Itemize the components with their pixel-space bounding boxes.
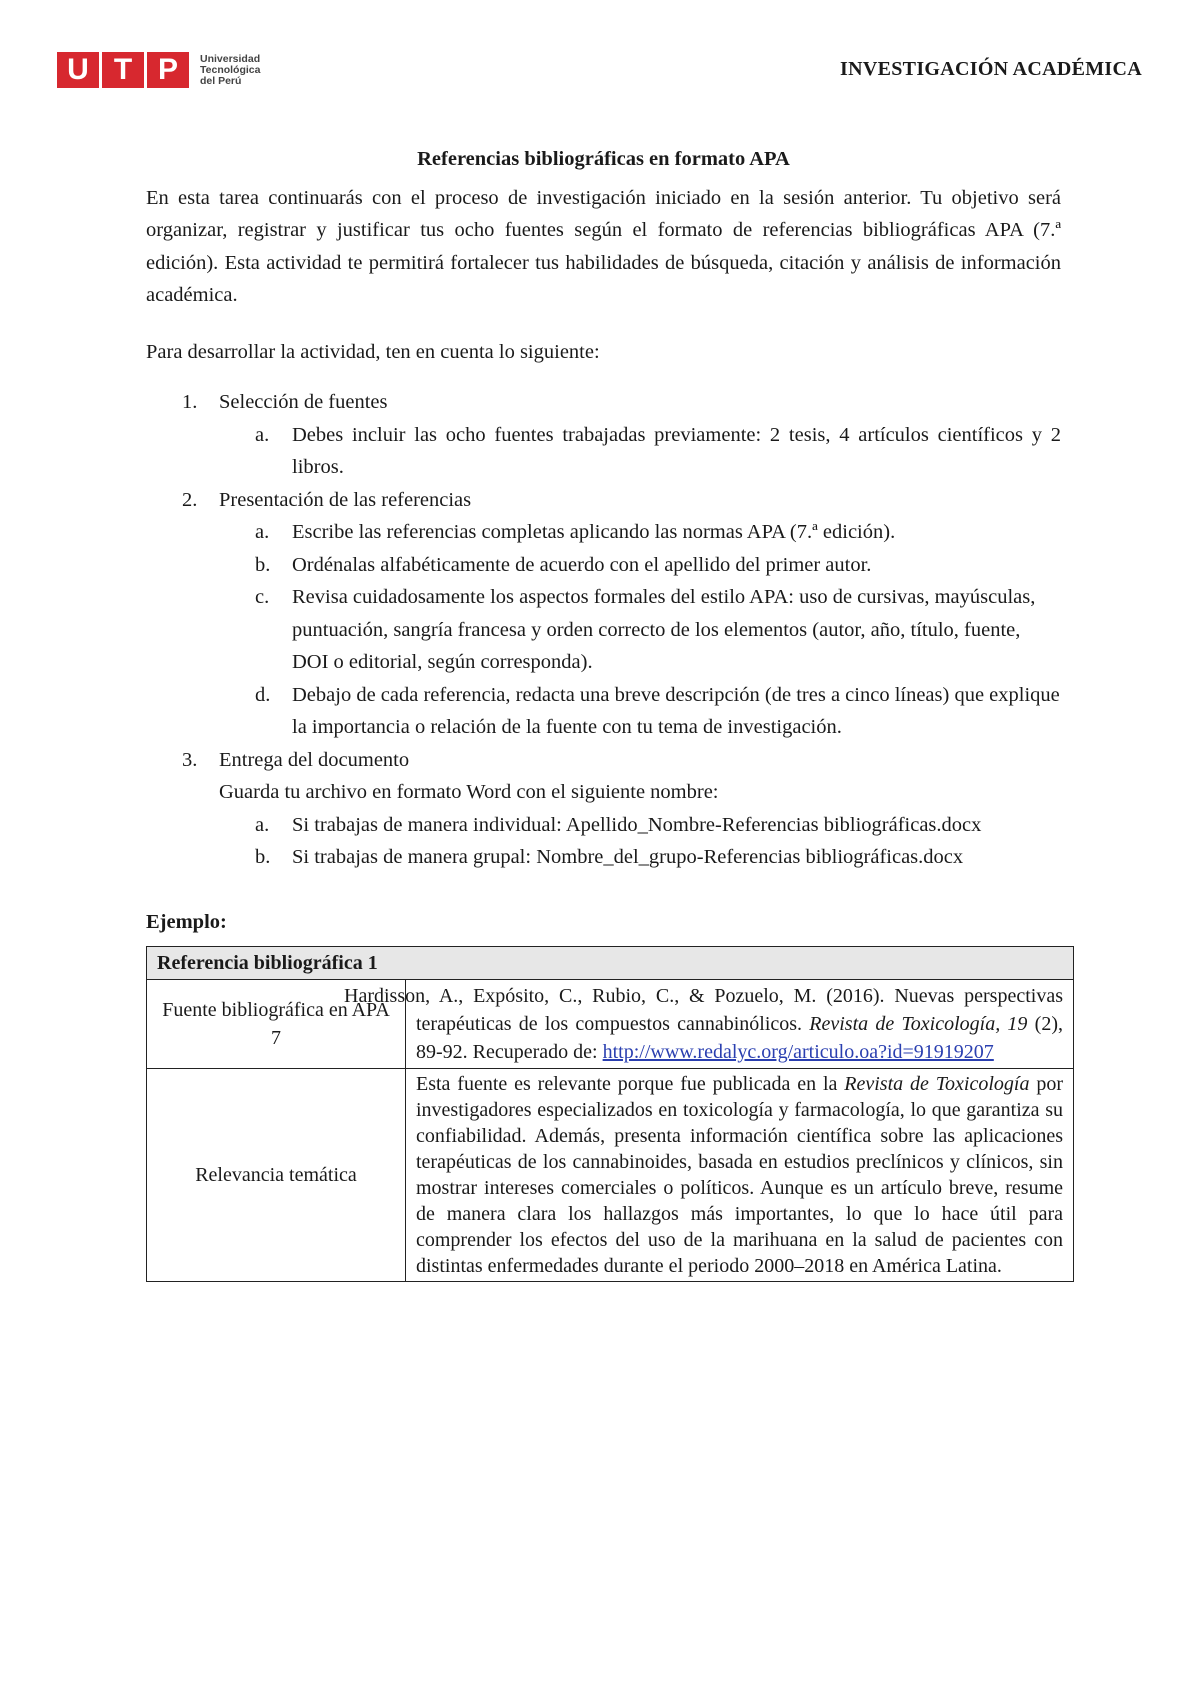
substeps-list xyxy=(219,516,1061,744)
substep-text: Debajo de cada referencia, redacta una breve descripción (de tres a cinco líneas) que explique la importancia o relación de la fuente con tu tema de investigación. xyxy=(292,683,1060,738)
relevance-text: por investigadores especializados en toxicología y farmacología, lo que garantiza su confiabilidad. Además, presenta información científica sobre las aplicaciones terapéuticas de los cannabinoides, basada en estudios preclínicos y clínicos, sin mostrar intereses comerciales o políticos. Aunque es un artículo breve, resume de manera clara los hallazgos más importantes, lo que lo hace útil para comprender los efectos del uso de la marihuana en la salud de pacientes con distintas enfermedades durante el periodo 2000–2018 en América Latina. xyxy=(416,1073,1063,1277)
substep-text: Debes incluir las ocho fuentes trabajadas previamente: 2 tesis, 4 artículos científicos y 2 libros. xyxy=(292,423,1061,478)
logo-text-line: Universidad xyxy=(200,52,261,65)
step-item xyxy=(146,386,1061,484)
substeps-list xyxy=(219,419,1061,484)
substep-item xyxy=(219,581,1061,679)
row-label-relevance: Relevancia temática xyxy=(147,1069,406,1282)
step-number: 2. xyxy=(182,488,198,511)
relevance-cell xyxy=(406,1069,1074,1282)
substep-text: Ordénalas alfabéticamente de acuerdo con el apellido del primer autor. xyxy=(292,553,872,576)
substep-item xyxy=(219,679,1061,744)
logo-letter-p: P xyxy=(147,52,189,88)
table-row xyxy=(147,1069,1074,1282)
substep-item xyxy=(219,841,1061,874)
logo-letters xyxy=(57,52,192,88)
step-item xyxy=(146,744,1061,874)
logo-letter-t: T xyxy=(102,52,144,88)
row-label-source: Fuente bibliográfica en APA 7 xyxy=(147,980,406,1069)
substep-item xyxy=(219,516,1061,549)
substep-text: Escribe las referencias completas aplicando las normas APA (7.ª edición). xyxy=(292,521,896,543)
relevance-text: Esta fuente es relevante porque fue publicada en la xyxy=(416,1073,845,1095)
lead-paragraph: Para desarrollar la actividad, ten en cuenta lo siguiente: xyxy=(146,340,600,363)
step-title: Entrega del documento xyxy=(219,748,410,771)
step-number: 3. xyxy=(182,748,198,771)
document-title: Referencias bibliográficas en formato APA xyxy=(417,148,790,170)
substep-text: Si trabajas de manera individual: Apellido_Nombre-Referencias bibliográficas.docx xyxy=(292,813,982,836)
substep-item xyxy=(219,809,1061,842)
step-note: Guarda tu archivo en formato Word con el siguiente nombre: xyxy=(219,781,719,803)
reference-text: (2), 89-92. Recuperado de: xyxy=(416,1013,1063,1063)
section-title: INVESTIGACIÓN ACADÉMICA xyxy=(840,58,1142,80)
logo-wordmark xyxy=(200,54,260,87)
substeps-list xyxy=(219,809,1061,874)
step-title: Presentación de las referencias xyxy=(219,488,472,511)
step-item xyxy=(146,484,1061,744)
step-title: Selección de fuentes xyxy=(219,391,388,413)
table-row xyxy=(147,980,1074,1069)
logo-letter-u: U xyxy=(57,52,99,88)
reference-table xyxy=(146,946,1074,1282)
reference-text: Hardisson, A., Expósito, C., Rubio, C., & Pozuelo, M. (2016). Nuevas perspectivas terapéuticas de los compuestos cannabinólicos. xyxy=(344,985,1063,1035)
step-number: 1. xyxy=(182,391,198,413)
substep-letter: a. xyxy=(255,423,270,446)
example-label: Ejemplo: xyxy=(146,910,227,933)
reference-cell xyxy=(344,980,1074,1069)
substep-letter: a. xyxy=(255,521,270,543)
substep-letter: b. xyxy=(255,553,271,576)
journal-name: Revista de Toxicología xyxy=(844,1073,1030,1095)
table-header: Referencia bibliográfica 1 xyxy=(147,947,1074,980)
reference-link[interactable]: http://www.redalyc.org/articulo.oa?id=91919207 xyxy=(602,1041,994,1063)
substep-item xyxy=(219,549,1061,582)
substep-item xyxy=(219,419,1061,484)
intro-paragraph: En esta tarea continuarás con el proceso de investigación iniciado en la sesión anterior. Tu objetivo será organizar, registrar y justificar tus ocho fuentes según el formato de referencias bibliográficas APA (7.ª edición). Esta actividad te permitirá fortalecer tus habilidades de búsqueda, citación y análisis de información académica. xyxy=(146,186,1061,306)
substep-letter: d. xyxy=(255,683,271,706)
substep-text: Revisa cuidadosamente los aspectos formales del estilo APA: uso de cursivas, mayúsculas, puntuación, sangría francesa y orden correcto de los elementos (autor, año, título, fuente, DOI o editorial, según corresponda). xyxy=(292,586,1036,673)
substep-letter: c. xyxy=(255,586,270,608)
steps-list xyxy=(146,386,1061,874)
logo-text-line: del Perú xyxy=(200,74,242,87)
table-header-row xyxy=(147,947,1074,980)
journal-name: Revista de Toxicología, 19 xyxy=(809,1013,1028,1035)
document-body xyxy=(146,143,1061,1282)
logo-text-line: Tecnológica xyxy=(200,63,261,76)
substep-letter: b. xyxy=(255,846,271,868)
substep-letter: a. xyxy=(255,813,270,836)
substep-text: Si trabajas de manera grupal: Nombre_del_grupo-Referencias bibliográficas.docx xyxy=(292,846,964,868)
utp-logo xyxy=(57,52,260,88)
